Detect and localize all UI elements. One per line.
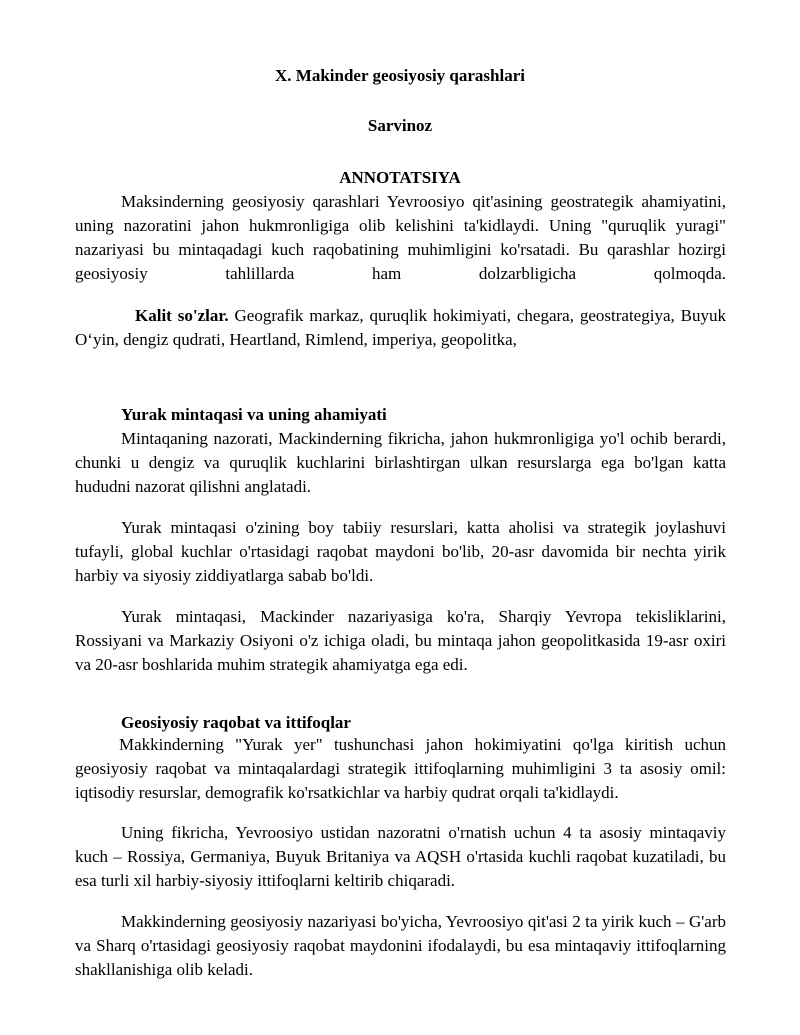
annotation-heading: ANNOTATSIYA: [339, 168, 461, 187]
section1-paragraph-3: Yurak mintaqasi, Mackinder nazariyasiga ko'ra, Sharqiy Yevropa tekisliklarini, Rossiyani va Markaziy Osiyoni o'z ichiga oladi, bu mintaqa jahon geopolitkasida 19-asr oxiri va 20-asr boshlarida muhim strategik ahamiyatga ega edi.: [75, 607, 726, 674]
section2-paragraph-1: Makkinderning "Yurak yer" tushunchasi jahon hokimiyatini qo'lga kiritish uchun geosiyosiy raqobat va mintaqalardagi strategik ittifoqlarning muhimligini 3 ta asosiy omil: iqtisodiy resurslar, demografik ko'rsatkichlar va harbiy qudrat orqali ta'kidlaydi.: [75, 735, 726, 802]
document-title: X. Makinder geosiyosiy qarashlari: [275, 66, 525, 85]
keywords-paragraph: [75, 304, 726, 352]
keywords-label: Kalit so'zlar.: [135, 306, 229, 325]
section1-paragraph-1: Mintaqaning nazorati, Mackinderning fikricha, jahon hukmronligiga yo'l ochib berardi, chunki u dengiz va quruqlik kuchlarini birlashtirgan ulkan resurslarga ega bo'lgan katta hududni nazorat qilishni anglatadi.: [75, 429, 726, 496]
section2-heading: Geosiyosiy raqobat va ittifoqlar: [121, 713, 351, 732]
annotation-text: Maksinderning geosiyosiy qarashlari Yevroosiyo qit'asining geostrategik ahamiyatini, uning nazoratini jahon hukmronligiga olib kelishini ta'kidlaydi. Uning "quruqlik yuragi" nazariyasi bu mintaqadagi kuch raqobatining muhimligini ko'rsatadi. Bu qarashlar hozirgi geosiyosiy tahlillarda ham dolzarbligicha qolmoqda.: [75, 192, 726, 283]
section1-paragraph-2: Yurak mintaqasi o'zining boy tabiiy resurslari, katta aholisi va strategik joylashuvi tufayli, global kuchlar o'rtasidagi raqobat maydoni bo'lib, 20-asr davomida bir nechta yirik harbiy va siyosiy ziddiyatlarga sabab bo'ldi.: [75, 518, 726, 585]
section2-paragraph-3: Makkinderning geosiyosiy nazariyasi bo'yicha, Yevroosiyo qit'asi 2 ta yirik kuch – G'arb va Sharq o'rtasidagi geosiyosiy raqobat maydonini ifodalaydi, bu esa mintaqaviy ittifoqlarning shakllanishiga olib keladi.: [75, 912, 726, 979]
author-name: Sarvinoz: [367, 116, 433, 135]
keywords-text: Geografik markaz, quruqlik hokimiyati, chegara, geostrategiya, Buyuk O‘yin, dengiz qudrati, Heartland, Rimlend, imperiya, geopolitka,: [75, 306, 726, 349]
section2-paragraph-2: Uning fikricha, Yevroosiyo ustidan nazoratni o'rnatish uchun 4 ta asosiy mintaqaviy kuch – Rossiya, Germaniya, Buyuk Britaniya va AQSH o'rtasida kuchli raqobat kuzatiladi, bu esa turli xil harbiy-siyosiy ittifoqlarni keltirib chiqaradi.: [75, 823, 726, 890]
section1-heading: Yurak mintaqasi va uning ahamiyati: [121, 405, 387, 424]
